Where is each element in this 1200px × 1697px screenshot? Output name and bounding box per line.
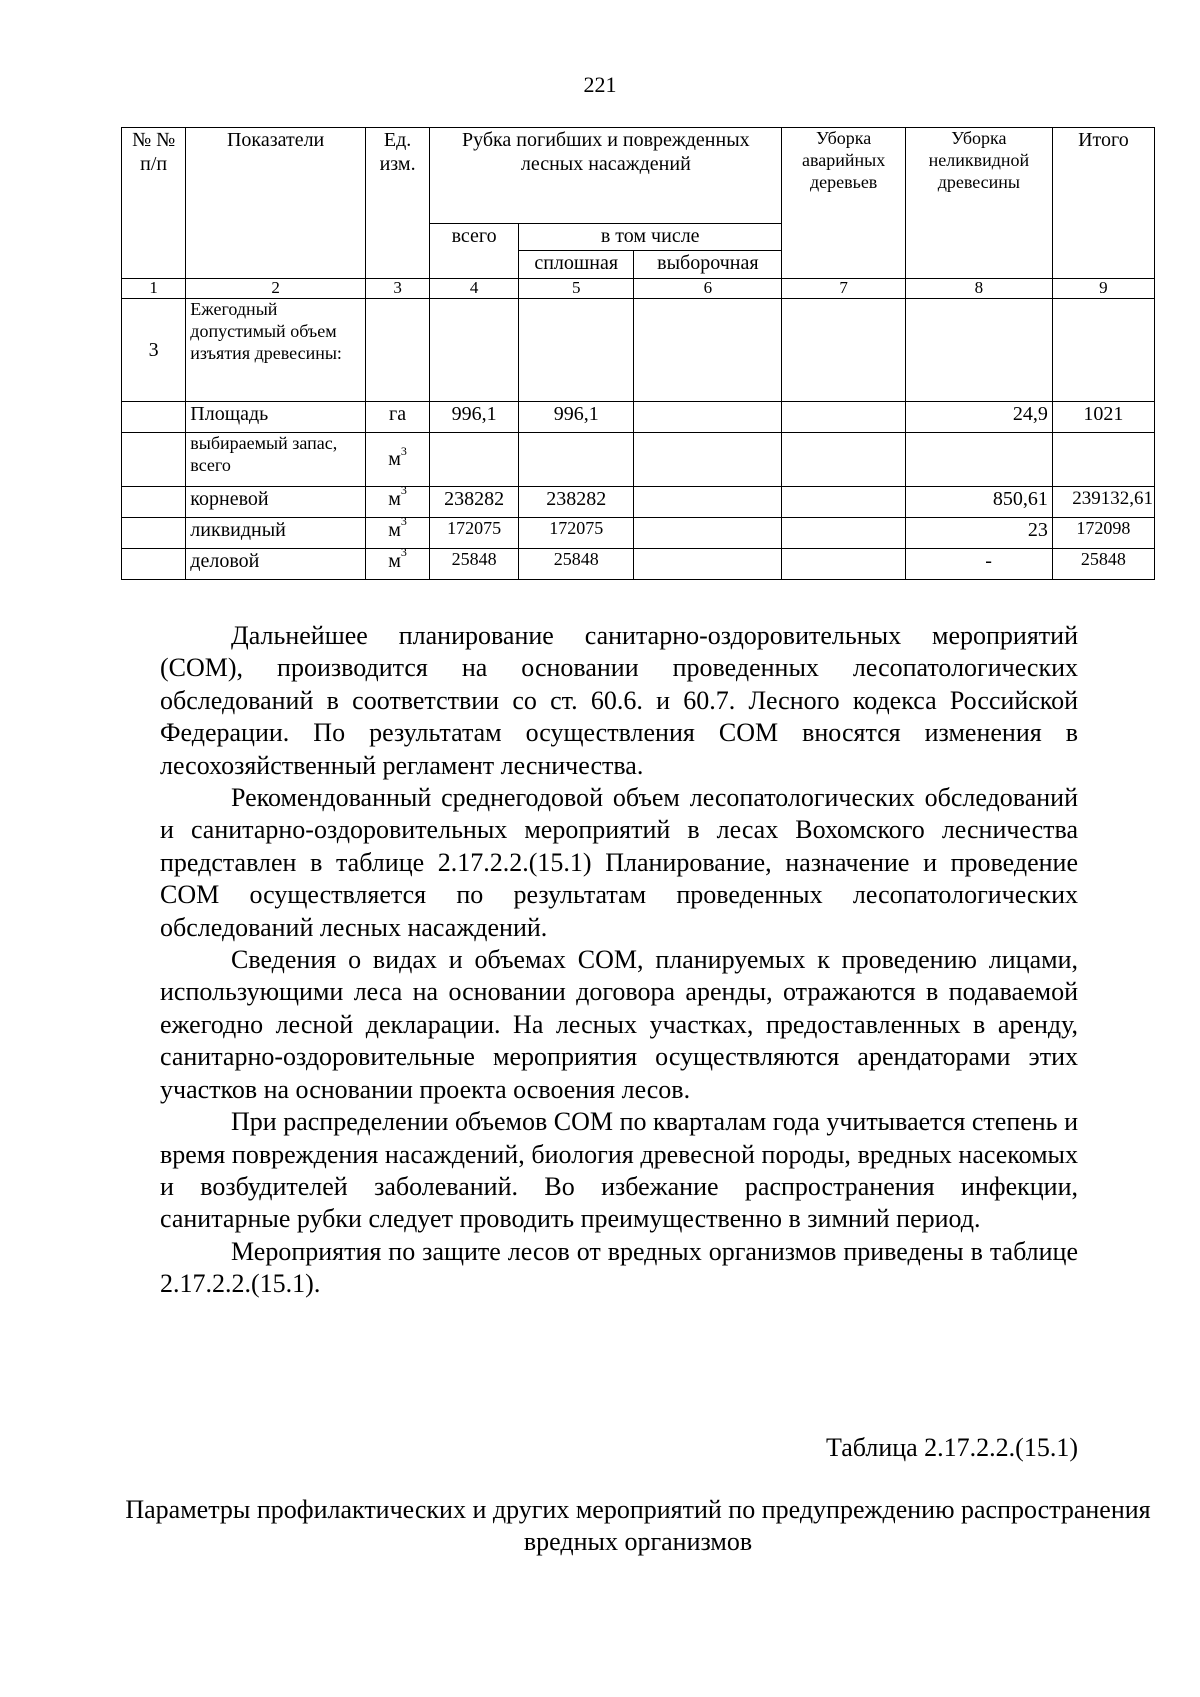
cell-unit: $м^3$ xyxy=(365,549,429,580)
column-number: 2 xyxy=(186,279,366,299)
header-total: Итого xyxy=(1052,128,1154,279)
table-row xyxy=(122,299,1155,402)
paragraph: При распределении объемов СОМ по кварталам года учитывается степень и время повреждения насаждений, биология древесной породы, вредных насекомых и возбудителей заболеваний. Во избежание распространения инфекции, санитарные рубки следует проводить преимущественно в зимний период. xyxy=(160,1107,1078,1234)
paragraph: Дальнейшее планирование санитарно-оздоровительных мероприятий (СОМ), производится на основании проведенных лесопатологических обследований в соответствии со ст. 60.6. и 60.7. Лесного кодекса Российской Федерации. По результатам осуществления СОМ вносятся изменения в лесохозяйственный регламент лесничества. xyxy=(160,621,1078,780)
column-number: 6 xyxy=(634,279,782,299)
header-including: в том числе xyxy=(519,224,782,251)
cell-unit xyxy=(365,299,429,402)
cell-total: 172098 xyxy=(1052,518,1154,549)
cell-emergency xyxy=(782,487,906,518)
cell-total-all: 996,1 xyxy=(430,402,519,433)
column-number: 9 xyxy=(1052,279,1154,299)
cell-total: 239132,61 xyxy=(1052,487,1154,518)
cell-name: выбираемый запас, всего xyxy=(186,433,366,487)
table-title: Параметры профилактических и других мероприятий по предупреждению распространения вредных организмов xyxy=(125,1495,1151,1557)
table-row xyxy=(122,402,1155,433)
cell-selective xyxy=(634,299,782,402)
cell-num xyxy=(122,518,186,549)
table-row xyxy=(122,549,1155,580)
column-number: 5 xyxy=(519,279,634,299)
header-illiquid: Уборка неликвидной древесины xyxy=(905,128,1052,279)
cell-total-all: 25848 xyxy=(430,549,519,580)
cell-selective xyxy=(634,518,782,549)
cell-unit: $м^3$ xyxy=(365,487,429,518)
felling-table xyxy=(121,127,1155,580)
table-row xyxy=(122,518,1155,549)
column-number: 4 xyxy=(430,279,519,299)
cell-num: 3 xyxy=(122,299,186,402)
cell-unit: га xyxy=(365,402,429,433)
cell-num xyxy=(122,487,186,518)
cell-clear: 25848 xyxy=(519,549,634,580)
column-number: 7 xyxy=(782,279,906,299)
cell-clear xyxy=(519,433,634,487)
cell-name: ликвидный xyxy=(186,518,366,549)
cell-illiquid: - xyxy=(905,549,1052,580)
cell-selective xyxy=(634,433,782,487)
header-selective: выборочная xyxy=(634,251,782,279)
cell-unit: $м^3$ xyxy=(365,433,429,487)
cell-num xyxy=(122,549,186,580)
cell-emergency xyxy=(782,299,906,402)
cell-illiquid xyxy=(905,433,1052,487)
table-row xyxy=(122,433,1155,487)
cell-total-all: 238282 xyxy=(430,487,519,518)
cell-name: Ежегодный допустимый объем изъятия древесины: xyxy=(186,299,366,402)
header-clear: сплошная xyxy=(519,251,634,279)
cell-clear xyxy=(519,299,634,402)
cell-clear: 238282 xyxy=(519,487,634,518)
cell-selective xyxy=(634,402,782,433)
header-felling: Рубка погибших и поврежденных лесных насаждений xyxy=(430,128,782,224)
cell-emergency xyxy=(782,518,906,549)
header-indicators: Показатели xyxy=(186,128,366,279)
header-unit: Ед. изм. xyxy=(365,128,429,279)
cell-total-all: 172075 xyxy=(430,518,519,549)
cell-clear: 172075 xyxy=(519,518,634,549)
cell-clear: 996,1 xyxy=(519,402,634,433)
column-number: 3 xyxy=(365,279,429,299)
cell-total-all xyxy=(430,299,519,402)
column-number: 8 xyxy=(905,279,1052,299)
header-num: № № п/п xyxy=(122,128,186,279)
cell-num xyxy=(122,402,186,433)
paragraph: Мероприятия по защите лесов от вредных организмов приведены в таблице 2.17.2.2.(15.1). xyxy=(160,1236,1078,1299)
cell-name: деловой xyxy=(186,549,366,580)
cell-selective xyxy=(634,487,782,518)
page-number: 221 xyxy=(583,72,617,97)
table-caption: Таблица 2.17.2.2.(15.1) xyxy=(825,1433,1078,1462)
cell-total-all xyxy=(430,433,519,487)
cell-total xyxy=(1052,433,1154,487)
cell-total: 25848 xyxy=(1052,549,1154,580)
cell-illiquid xyxy=(905,299,1052,402)
cell-emergency xyxy=(782,549,906,580)
cell-unit: $м^3$ xyxy=(365,518,429,549)
paragraph: Сведения о видах и объемах СОМ, планируемых к проведению лицами, использующими леса на основании договора аренды, отражаются в подаваемой ежегодно лесной декларации. На лесных участках, предоставленных в аренду, санитарно-оздоровительные мероприятия осуществляются арендаторами этих участков на основании проекта освоения лесов. xyxy=(160,945,1078,1104)
header-total-all: всего xyxy=(430,224,519,279)
cell-emergency xyxy=(782,433,906,487)
cell-name: Площадь xyxy=(186,402,366,433)
cell-emergency xyxy=(782,402,906,433)
header-emergency: Уборка аварийных деревьев xyxy=(782,128,906,279)
cell-total xyxy=(1052,299,1154,402)
cell-illiquid: 850,61 xyxy=(905,487,1052,518)
cell-illiquid: 23 xyxy=(905,518,1052,549)
table-row xyxy=(122,487,1155,518)
column-number: 1 xyxy=(122,279,186,299)
cell-total: 1021 xyxy=(1052,402,1154,433)
cell-selective xyxy=(634,549,782,580)
cell-num xyxy=(122,433,186,487)
cell-illiquid: 24,9 xyxy=(905,402,1052,433)
body-text xyxy=(160,620,1078,1301)
cell-name: корневой xyxy=(186,487,366,518)
paragraph: Рекомендованный среднегодовой объем лесопатологических обследований и санитарно-оздоровительных мероприятий в лесах Вохомского лесничества представлен в таблице 2.17.2.2.(15.1) Планирование, назначение и проведение СОМ осуществляется по результатам проведенных лесопатологических обследований лесных насаждений. xyxy=(160,783,1078,942)
